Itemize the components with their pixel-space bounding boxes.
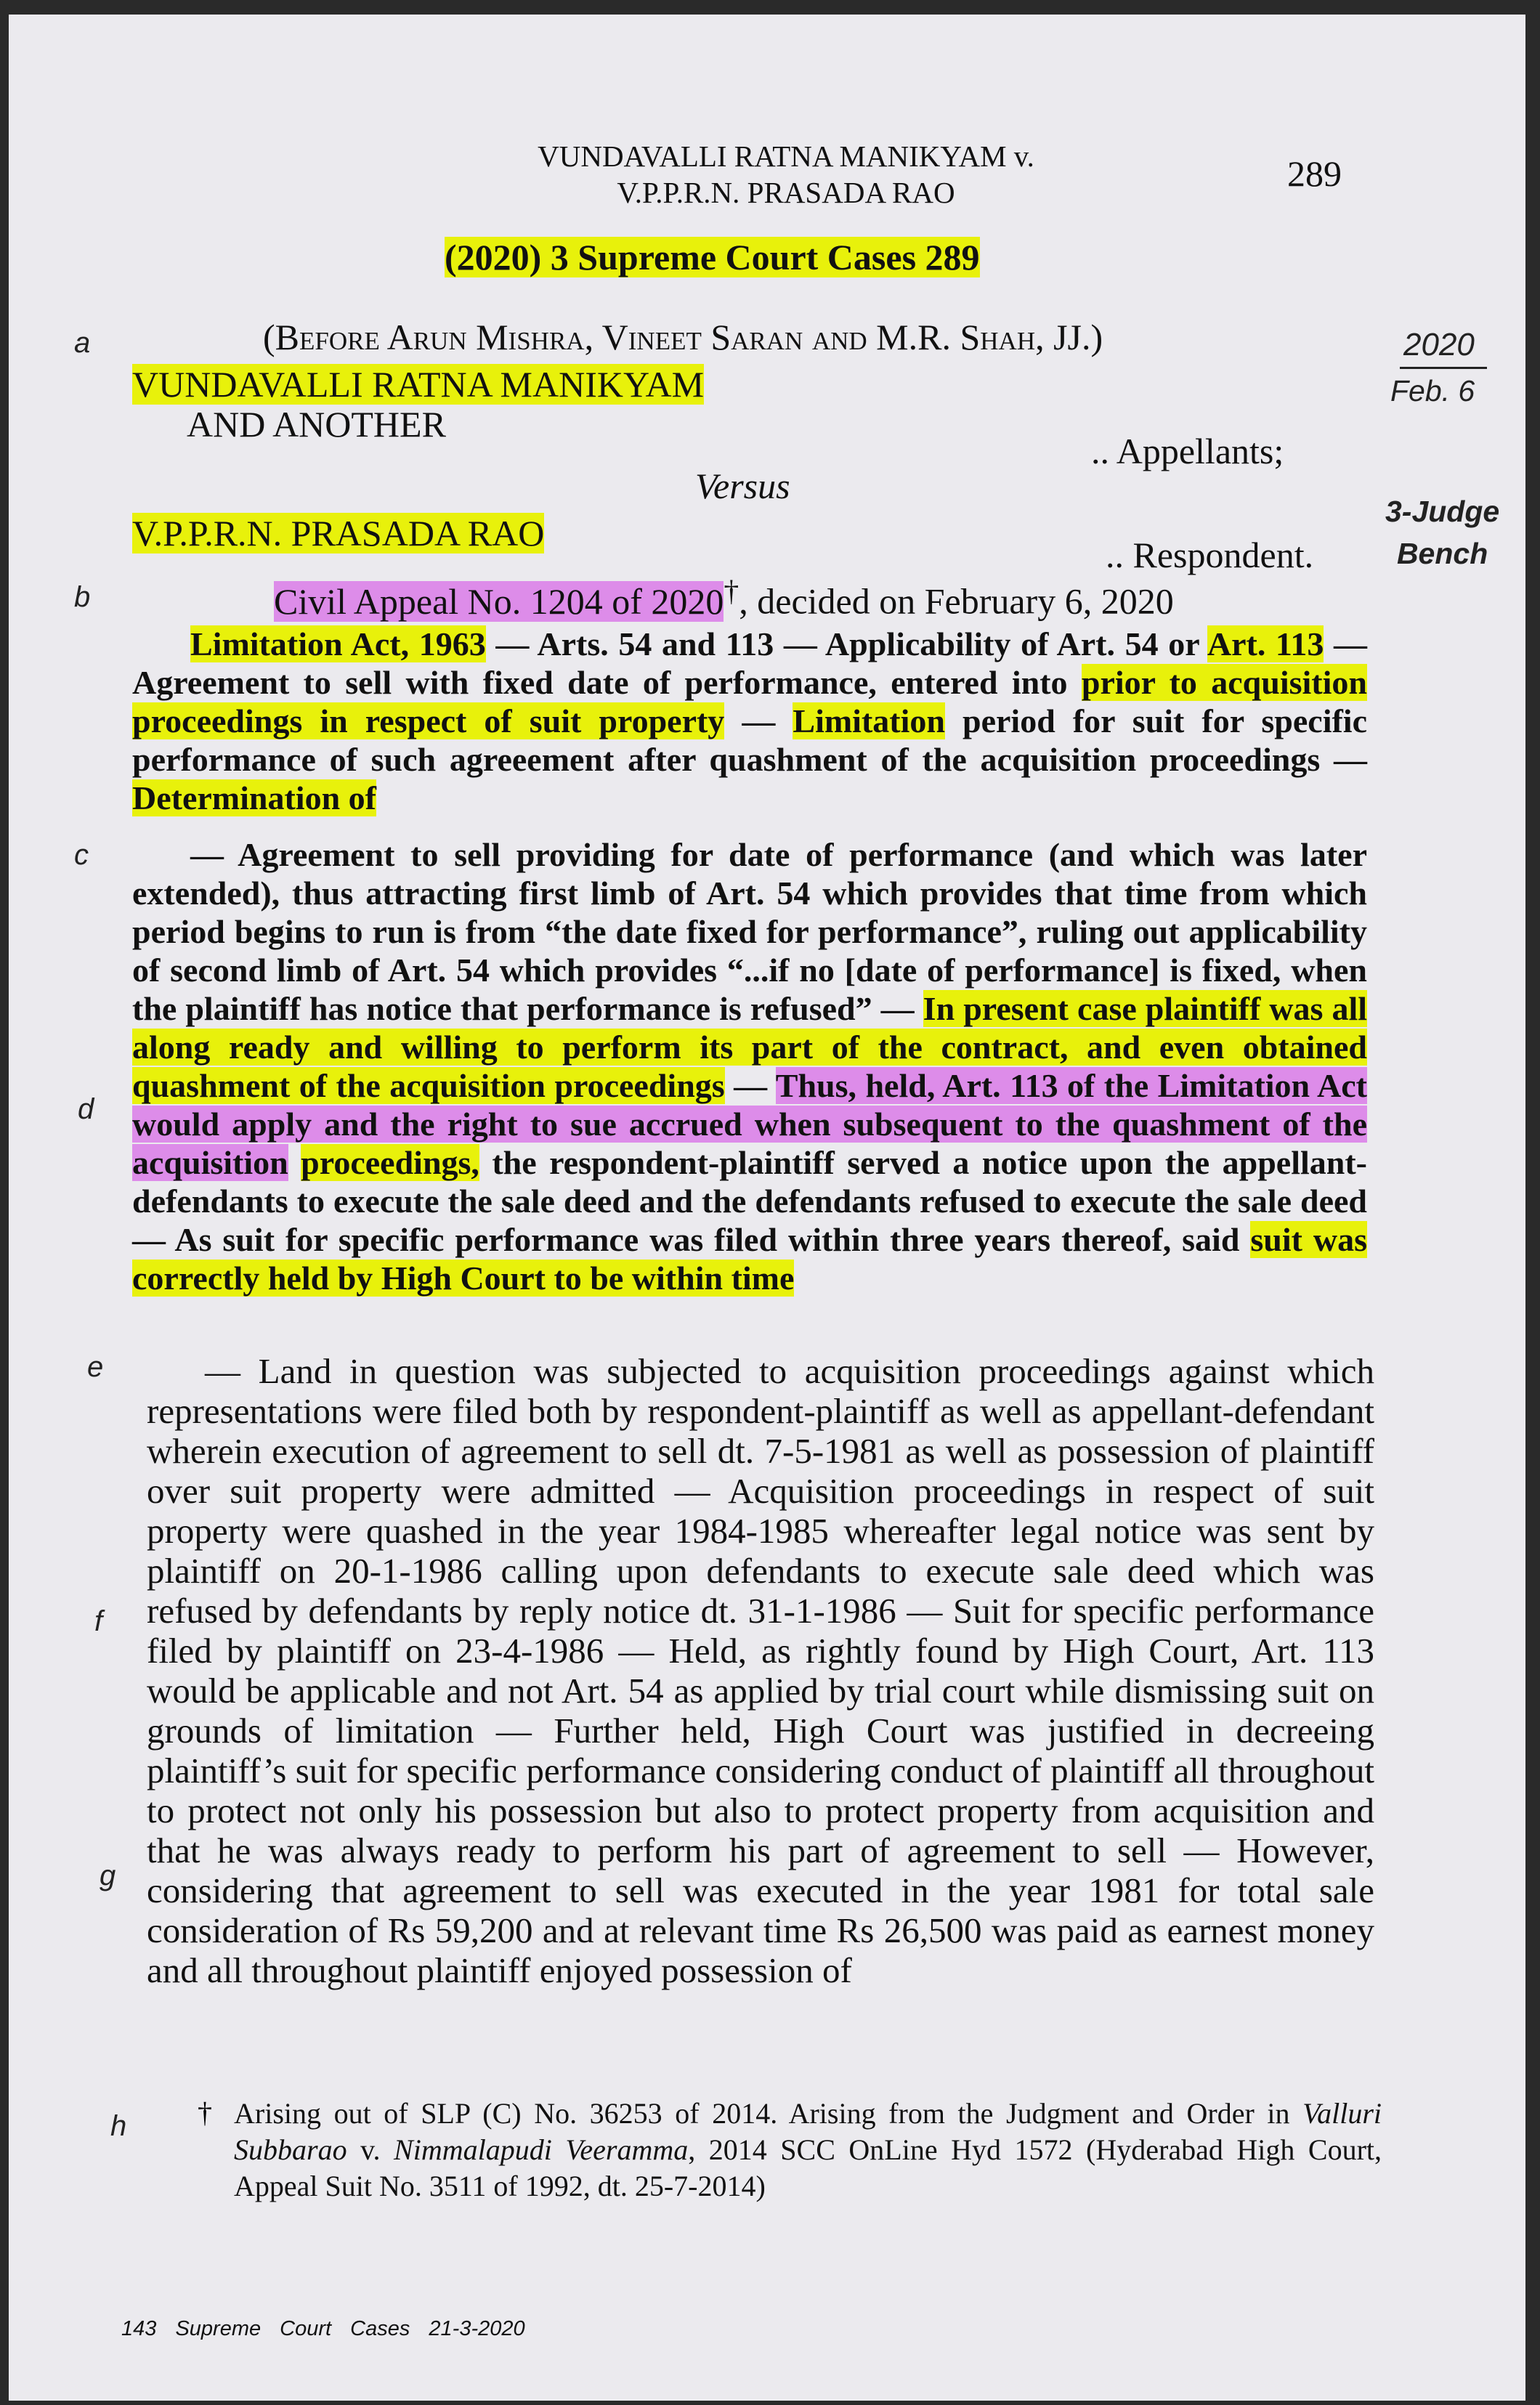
footnote-mark: †	[198, 2096, 212, 2129]
footnote-part5: , 2014 SCC OnLine Hyd 1572 (Hyderabad High Court, Appeal Suit No. 3511 of 1992, dt. 25-7-2014)	[234, 2133, 1382, 2202]
hn2-part4: Thus, held, Art. 113 of the Limitation Act would apply and the right to sue accrued when subsequent to the quashment of the acquisition	[132, 1067, 1367, 1181]
footer-journal: Supreme Court Cases	[175, 2317, 410, 2340]
headnote-2	[132, 835, 1367, 1297]
hn2-part6: proceedings,	[301, 1144, 479, 1181]
hn2-part7: the respondent-plaintiff served a notice upon the appellant-defendants to execute the sale deed and the defendants refused to execute the sale deed — As suit for specific performance was filed within three years thereof, said	[132, 1144, 1367, 1258]
headnote-body: — Land in question was subjected to acquisition proceedings against which representations were filed both by respondent-plaintiff as well as appellant-defendant wherein execution of agreement to sell dt. 7-5-1981 as well as possession of plaintiff over suit property were admitted — Acquisition proceedings in respect of suit property were quashed in the year 1984-1985 whereafter legal notice was sent by plaintiff on 20-1-1986 calling upon defendants to execute sale deed which was refused by defendants by reply notice dt. 31-1-1986 — Suit for specific performance filed by plaintiff on 23-4-1986 — Held, as rightly found by High Court, Art. 113 would be applicable and not Art. 54 as applied by trial court while dismissing suit on grounds of limitation — Further held, High Court was justified in decreeing plaintiff’s suit for specific performance considering conduct of plaintiff all throughout to protect not only his possession but also to protect property from acquisition and that he was always ready to perform his part of agreement to sell — However, considering that agreement to sell was executed in the year 1981 for total sale consideration of Rs 59,200 and at relevant time Rs 26,500 was paid as earnest money and all throughout plaintiff enjoyed possession of	[147, 1351, 1374, 1990]
side-bench	[1385, 490, 1499, 575]
appellant-name-text: VUNDAVALLI RATNA MANIKYAM	[132, 364, 705, 405]
hn1-part9: Determination of	[132, 779, 376, 816]
hn1-part1: Limitation Act, 1963	[190, 625, 486, 662]
versus: Versus	[695, 466, 790, 506]
hn1-part3: Art. 113	[1207, 625, 1324, 662]
decided-date: , decided on February 6, 2020	[739, 580, 1174, 622]
civil-appeal-line	[274, 574, 1174, 622]
hn1-part5: prior to acquisition proceedings in respect of suit property	[132, 664, 1367, 739]
citation	[445, 236, 980, 278]
footnote-case-party1: Valluri Subbarao	[234, 2097, 1382, 2166]
hn1-part8: period for suit for specific performance of such agreeement after quashment of the acquisition proceedings —	[132, 702, 1367, 778]
case-title-line1: VUNDAVALLI RATNA MANIKYAM v.	[538, 139, 1034, 173]
margin-letter-h: h	[110, 2110, 127, 2142]
hn1-part7: Limitation	[793, 702, 945, 739]
margin-letter-b: b	[74, 581, 91, 613]
hn2-part2: In present case plaintiff was all along ready and willing to perform its part of the contract, and even obtained quashment of the acquisition proceedings	[132, 990, 1368, 1104]
footnote-part3: v.	[346, 2133, 394, 2166]
hn2-part5	[288, 1144, 301, 1181]
respondent-name-text: V.P.P.R.N. PRASADA RAO	[132, 513, 545, 553]
dagger-mark: †	[724, 575, 739, 608]
document-page	[9, 15, 1525, 2401]
civil-appeal-number: Civil Appeal No. 1204 of 2020	[274, 580, 724, 622]
hn2-part3: —	[724, 1067, 776, 1104]
headnote-1	[132, 625, 1367, 817]
margin-letter-f: f	[94, 1605, 103, 1637]
running-header	[474, 138, 1098, 211]
footnote-part1: Arising out of SLP (C) No. 36253 of 2014. Arising from the Judgment and Order in	[234, 2097, 1303, 2130]
page-number: 289	[1287, 153, 1342, 194]
hn1-part2: — Arts. 54 and 113 — Applicability of Art. 54 or	[485, 625, 1207, 662]
hn1-part6: —	[724, 702, 793, 739]
citation-text: (2020) 3 Supreme Court Cases 289	[445, 237, 980, 277]
margin-letter-a: a	[74, 327, 91, 359]
appellants-label: .. Appellants;	[1091, 431, 1284, 471]
side-year: 2020	[1403, 327, 1475, 362]
hn2-part1: — Agreement to sell providing for date of performance (and which was later extended), thus attracting first limb of Art. 54 which provides that time from which period begins to run is from “the date fixed for performance”, ruling out applicability of second limb of Art. 54 which provides “...if no [date of performance] is fixed, when the plaintiff has notice that performance is refused” —	[132, 836, 1367, 1027]
hn1-part4: — Agreement to sell with fixed date of performance, entered into	[132, 625, 1368, 701]
appellant-and-another: AND ANOTHER	[187, 404, 446, 445]
side-date: Feb. 6	[1390, 374, 1475, 407]
bench-line: (Before Arun Mishra, Vineet Saran and M.R. Shah, JJ.)	[263, 317, 1103, 357]
side-bench-line2: Bench	[1396, 537, 1488, 570]
case-title-line2: V.P.P.R.N. PRASADA RAO	[617, 176, 955, 209]
side-divider	[1400, 367, 1487, 369]
respondent-name	[132, 512, 544, 554]
respondent-label: .. Respondent.	[1106, 535, 1314, 575]
margin-letter-e: e	[87, 1351, 104, 1383]
side-bench-line1: 3-Judge	[1385, 495, 1500, 528]
footer-date: 21-3-2020	[429, 2317, 525, 2340]
appellant-name	[132, 363, 704, 405]
page-footer	[121, 2317, 525, 2341]
footnote	[234, 2096, 1382, 2205]
hn2-part8: suit was correctly held by High Court to be within time	[132, 1221, 1367, 1297]
footer-number: 143	[121, 2317, 157, 2340]
footnote-case-party2: Nimmalapudi Veeramma	[394, 2133, 689, 2166]
margin-letter-c: c	[74, 839, 89, 871]
margin-letter-g: g	[100, 1859, 116, 1891]
margin-letter-d: d	[78, 1093, 94, 1125]
